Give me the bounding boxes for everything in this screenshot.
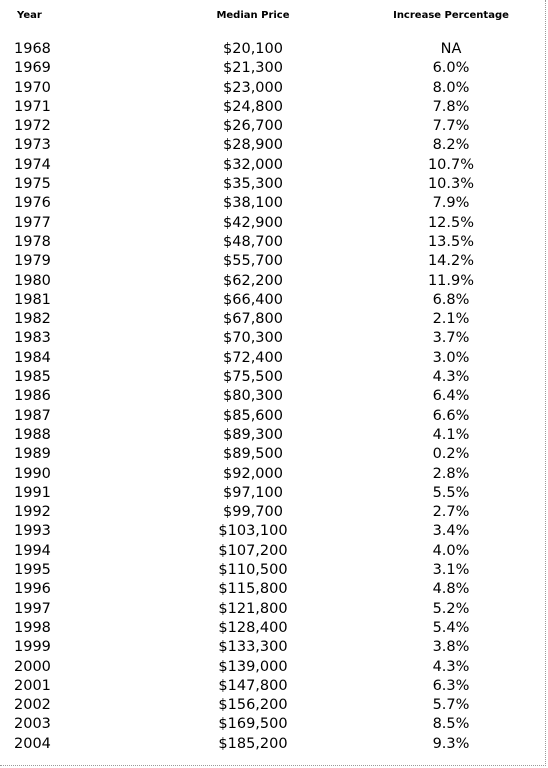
year-cell: 1987 — [14, 407, 51, 424]
year-cell: 1979 — [14, 253, 51, 270]
increase-percentage-cell: 6.4% — [432, 388, 470, 405]
increase-percentage-cell: 5.7% — [432, 697, 470, 714]
increase-percentage-cell: 4.1% — [432, 426, 470, 443]
increase-percentage-cell: 4.8% — [432, 581, 470, 598]
median-price-cell: $26,700 — [223, 118, 283, 135]
median-price-cell: $185,200 — [218, 735, 288, 752]
median-price-cell: $21,300 — [223, 60, 283, 77]
median-price-cell: $20,100 — [223, 41, 283, 57]
year-cell: 1991 — [14, 484, 51, 501]
table-row — [0, 696, 546, 715]
table-row — [0, 329, 546, 348]
year-cell: 2001 — [14, 677, 51, 694]
table-row — [0, 156, 546, 175]
table-row — [0, 233, 546, 252]
year-cell: 2003 — [14, 716, 51, 733]
year-cell: 1997 — [14, 600, 51, 617]
table-row — [0, 59, 546, 78]
year-cell: 2004 — [14, 735, 51, 752]
table-row — [0, 484, 546, 503]
median-price-cell: $35,300 — [223, 176, 283, 193]
year-cell: 1974 — [14, 156, 51, 173]
median-price-cell: $62,200 — [223, 272, 283, 289]
table-row — [0, 136, 546, 155]
table-row — [0, 175, 546, 194]
median-price-cell: $85,600 — [223, 407, 283, 424]
year-cell: 1975 — [14, 176, 51, 193]
year-cell: 2000 — [14, 658, 51, 675]
increase-percentage-cell: 7.8% — [432, 98, 470, 115]
year-cell: 1978 — [14, 233, 51, 250]
year-cell: 1972 — [14, 118, 51, 135]
year-cell: 1986 — [14, 388, 51, 405]
increase-percentage-cell: 2.7% — [432, 504, 470, 521]
table-body — [0, 30, 546, 754]
header-row — [0, 0, 546, 30]
median-price-cell: $42,900 — [223, 214, 283, 231]
year-cell: 1999 — [14, 639, 51, 656]
year-cell: 2002 — [14, 697, 51, 714]
table-row — [0, 503, 546, 522]
year-cell: 1981 — [14, 291, 51, 308]
year-cell: 1995 — [14, 562, 51, 579]
median-price-cell: $103,100 — [218, 523, 288, 540]
median-price-cell: $169,500 — [218, 716, 288, 733]
increase-percentage-cell: 4.3% — [432, 658, 470, 675]
increase-percentage-cell: 3.7% — [432, 330, 470, 347]
median-price-cell: $66,400 — [223, 291, 283, 308]
table-row — [0, 194, 546, 213]
year-cell: 1973 — [14, 137, 51, 154]
table-row — [0, 580, 546, 599]
increase-percentage-cell: 5.2% — [432, 600, 470, 617]
table-row — [0, 40, 546, 59]
median-price-cell: $38,100 — [223, 195, 283, 212]
table-row — [0, 715, 546, 734]
year-cell: 1996 — [14, 581, 51, 598]
table-row — [0, 252, 546, 271]
table-row — [0, 117, 546, 136]
increase-percentage-cell: 6.0% — [432, 60, 470, 77]
median-price-cell: $28,900 — [223, 137, 283, 154]
median-price-cell: $110,500 — [218, 562, 288, 579]
median-price-cell: $70,300 — [223, 330, 283, 347]
year-cell: 1984 — [14, 349, 51, 366]
year-cell: 1994 — [14, 542, 51, 559]
table-row — [0, 638, 546, 657]
year-cell: 1983 — [14, 330, 51, 347]
table-row — [0, 349, 546, 368]
year-column-header: Year — [17, 9, 42, 21]
median-price-cell: $89,500 — [223, 446, 283, 463]
year-cell: 1968 — [14, 41, 51, 57]
median-price-cell: $55,700 — [223, 253, 283, 270]
table-row — [0, 658, 546, 677]
table-row — [0, 426, 546, 445]
table-row — [0, 79, 546, 98]
median-price-cell: $80,300 — [223, 388, 283, 405]
increase-percentage-cell: 0.2% — [432, 446, 470, 463]
table-row — [0, 445, 546, 464]
header-spacer — [0, 30, 546, 40]
increase-percentage-cell: 5.4% — [432, 619, 470, 636]
table-row — [0, 214, 546, 233]
table-row — [0, 310, 546, 329]
increase-percentage-cell: 14.2% — [427, 253, 475, 270]
median-price-cell: $24,800 — [223, 98, 283, 115]
increase-percentage-cell: 6.6% — [432, 407, 470, 424]
table-row — [0, 465, 546, 484]
median-price-cell: $97,100 — [223, 484, 283, 501]
median-price-cell: $107,200 — [218, 542, 288, 559]
year-cell: 1970 — [14, 79, 51, 96]
increase-percentage-cell: 3.8% — [432, 639, 470, 656]
increase-percentage-cell: 3.4% — [432, 523, 470, 540]
increase-percentage-cell: NA — [440, 41, 462, 57]
table-row — [0, 542, 546, 561]
median-price-cell: $89,300 — [223, 426, 283, 443]
table-row — [0, 735, 546, 754]
year-cell: 1990 — [14, 465, 51, 482]
increase-percentage-cell: 8.5% — [432, 716, 470, 733]
table-row — [0, 291, 546, 310]
table-row — [0, 619, 546, 638]
increase-percentage-cell: 10.3% — [427, 176, 475, 193]
increase-percentage-cell: 6.8% — [432, 291, 470, 308]
increase-percentage-column-header: Increase Percentage — [393, 9, 509, 21]
increase-percentage-cell: 2.8% — [432, 465, 470, 482]
median-price-cell: $67,800 — [223, 311, 283, 328]
year-cell: 1998 — [14, 619, 51, 636]
year-cell: 1988 — [14, 426, 51, 443]
median-price-cell: $32,000 — [223, 156, 283, 173]
increase-percentage-cell: 10.7% — [427, 156, 475, 173]
increase-percentage-cell: 2.1% — [432, 311, 470, 328]
median-price-cell: $92,000 — [223, 465, 283, 482]
table-row — [0, 522, 546, 541]
year-cell: 1980 — [14, 272, 51, 289]
increase-percentage-cell: 5.5% — [432, 484, 470, 501]
median-price-cell: $72,400 — [223, 349, 283, 366]
median-price-cell: $75,500 — [223, 369, 283, 386]
increase-percentage-cell: 7.7% — [432, 118, 470, 135]
median-price-cell: $23,000 — [223, 79, 283, 96]
increase-percentage-cell: 4.0% — [432, 542, 470, 559]
increase-percentage-cell: 8.0% — [432, 79, 470, 96]
year-cell: 1993 — [14, 523, 51, 540]
median-price-column-header: Median Price — [216, 9, 290, 21]
increase-percentage-cell: 13.5% — [427, 233, 475, 250]
year-cell: 1982 — [14, 311, 51, 328]
median-price-cell: $128,400 — [218, 619, 288, 636]
table-header — [0, 0, 546, 30]
median-price-cell: $133,300 — [218, 639, 288, 656]
increase-percentage-cell: 11.9% — [427, 272, 475, 289]
year-cell: 1976 — [14, 195, 51, 212]
increase-percentage-cell: 6.3% — [432, 677, 470, 694]
table-row — [0, 677, 546, 696]
year-cell: 1977 — [14, 214, 51, 231]
year-cell: 1992 — [14, 504, 51, 521]
increase-percentage-cell: 7.9% — [432, 195, 470, 212]
increase-percentage-cell: 12.5% — [427, 214, 475, 231]
year-cell: 1989 — [14, 446, 51, 463]
increase-percentage-cell: 9.3% — [432, 735, 470, 752]
table-row — [0, 561, 546, 580]
median-price-cell: $121,800 — [218, 600, 288, 617]
table-row — [0, 98, 546, 117]
median-price-cell: $99,700 — [223, 504, 283, 521]
year-cell: 1969 — [14, 60, 51, 77]
table-row — [0, 272, 546, 291]
table-row — [0, 368, 546, 387]
increase-percentage-cell: 3.0% — [432, 349, 470, 366]
table-row — [0, 600, 546, 619]
table-row — [0, 407, 546, 426]
year-cell: 1985 — [14, 369, 51, 386]
median-price-cell: $156,200 — [218, 697, 288, 714]
median-price-cell: $48,700 — [223, 233, 283, 250]
increase-percentage-cell: 4.3% — [432, 369, 470, 386]
median-price-cell: $147,800 — [218, 677, 288, 694]
increase-percentage-cell: 8.2% — [432, 137, 470, 154]
increase-percentage-cell: 3.1% — [432, 562, 470, 579]
median-price-cell: $115,800 — [218, 581, 288, 598]
table-row — [0, 387, 546, 406]
median-price-cell: $139,000 — [218, 658, 288, 675]
year-cell: 1971 — [14, 98, 51, 115]
